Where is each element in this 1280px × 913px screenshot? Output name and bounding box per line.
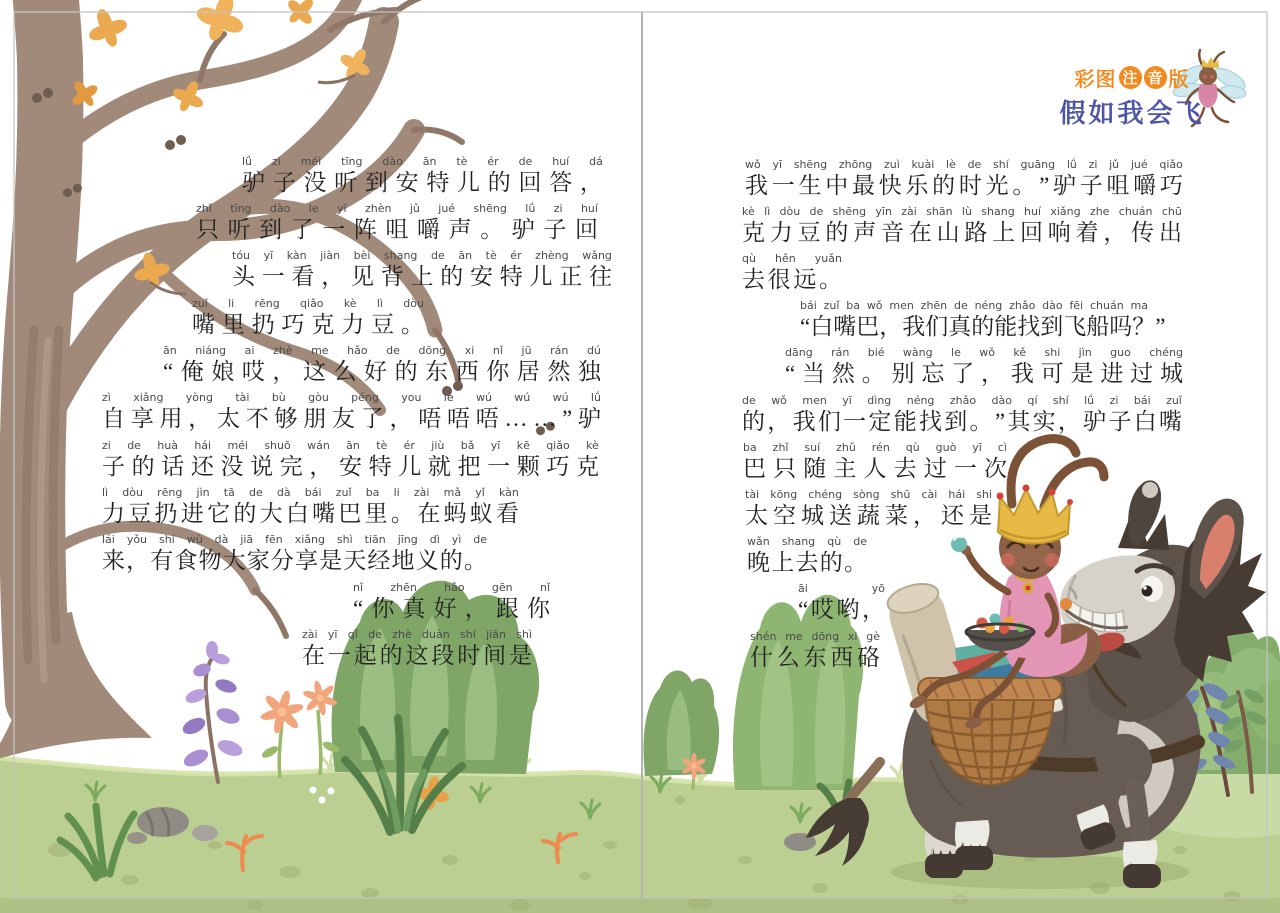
right-text-line [750,627,880,674]
pinyin-line: tóu yī kàn jiàn bèi shang de ān tè ér zhèng wǎng [232,249,612,262]
hanzi-line: 的 ， 我 们 一 定 能 找 到 。 ” 其 实 ， 驴 子 白 嘴 [742,409,1182,434]
pinyin-line: zhǐ tīng dào le yī zhèn jǔ jué shēng lǘ zi huí [196,202,598,215]
hanzi-line: 来 ， 有 食 物 大 家 分 享 是 天 经 地 义 的 。 [102,548,487,573]
right-text-line [800,296,1166,343]
purple-plant [180,641,244,782]
hanzi-line: 什 么 东 西 硌 [750,645,880,670]
pinyin-line: lái yǒu shí wù dà jiā fēn xiǎng shì tiān jīng dì yì de [102,533,487,546]
left-text-line [192,294,424,341]
right-text-line [747,532,867,579]
right-text-line [745,155,1183,202]
hanzi-line: 头 一 看 ， 见 背 上 的 安 特 儿 正 往 [232,264,612,289]
right-text-line [743,438,1007,485]
hanzi-line: 力 豆 扔 进 它 的 大 白 嘴 巴 里 。 在 蚂 蚁 看 [102,501,519,526]
hanzi-line: 只 听 到 了 一 阵 咀 嚼 声 。 驴 子 回 [196,217,598,242]
book-title: 假如我会飞 [1059,98,1205,128]
hanzi-line: “ 你 真 好 ， 跟 你 [353,596,550,621]
pinyin-line: lì dòu rēng jìn tā de dà bái zuǐ ba li zài mǎ yǐ kàn [102,486,519,499]
hanzi-line: 克 力 豆 的 声 音 在 山 路 上 回 响 着 ， 传 出 [742,220,1182,245]
hanzi-line: 去 很 远 。 [742,267,842,292]
right-text-line [745,485,992,532]
pinyin-line: dāng rán bié wàng le wǒ kě shi jìn guo chéng [785,346,1183,359]
left-text-line [232,246,612,293]
hanzi-line: 晚 上 去 的 。 [747,550,867,575]
pinyin-line: zài yī qǐ de zhè duàn shí jiān shì [302,628,532,641]
pinyin-line: bái zuǐ ba wǒ men zhēn de néng zhǎo dào fēi chuán ma [800,299,1148,312]
pinyin-line: lǘ zi méi tīng dào ān tè ér de huí dá [242,155,603,168]
left-text-line [353,578,550,625]
page-header [1042,64,1222,130]
pinyin-line: wǎn shang qù de [747,535,867,548]
left-text-line [242,152,603,199]
left-text-line [163,341,601,388]
hanzi-line: 在 一 起 的 这 段 时 间 是 [302,643,532,668]
pinyin-line: de wǒ men yī dìng néng zhǎo dào qí shí lǘ zi bái zuǐ [742,394,1182,407]
right-text-line [798,579,885,626]
pinyin-line: qù hěn yuǎn [742,252,842,265]
badge-suffix: 版 [1168,68,1190,91]
pinyin-line: shén me dōng xi gè [750,630,880,643]
hanzi-line: “ 哎 哟 ， [798,597,885,622]
candy-in-hand [951,536,967,552]
edition-badge [1042,64,1222,90]
hanzi-line: “ 白 嘴 巴 ， 我 们 真 的 能 找 到 飞 船 吗 ？ ” [800,314,1166,339]
left-text-line [102,436,599,483]
pinyin-line: tài kōng chéng sòng shū cài hái shi [745,488,992,501]
badge-circle-zhu: 注 [1119,66,1142,89]
badge-circle-yin: 音 [1144,66,1167,89]
pinyin-line: ān niáng ai zhè me hǎo de dōng xi nǐ jū rán dú [163,344,601,357]
pinyin-line: ba zhǐ suí zhǔ rén qù guò yī cì [743,441,1007,454]
hanzi-line: “ 当 然 。 别 忘 了 ， 我 可 是 进 过 城 [785,361,1183,386]
badge-prefix: 彩图 [1074,68,1117,91]
hanzi-line: “ 俺 娘 哎 ， 这 么 好 的 东 西 你 居 然 独 [163,359,601,384]
left-text-line [302,625,532,672]
right-text-line [742,202,1182,249]
pinyin-line: āi yō [798,582,885,595]
hanzi-line: 驴 子 没 听 到 安 特 儿 的 回 答 ， [242,170,603,195]
hanzi-line: 子 的 话 还 没 说 完 ， 安 特 儿 就 把 一 颗 巧 克 [102,454,599,479]
right-text-line [785,343,1183,390]
hanzi-line: 太 空 城 送 蔬 菜 ， 还 是 [745,503,992,528]
right-text-line [742,391,1182,438]
pinyin-line: nǐ zhēn hǎo gēn nǐ [353,581,550,594]
pinyin-line: zuǐ li rēng qiǎo kè lì dòu [192,297,424,310]
left-text-line [102,530,487,577]
hanzi-line: 巴 只 随 主 人 去 过 一 次 [743,456,1007,481]
right-text-line [742,249,842,296]
pinyin-line: zì xiǎng yòng tài bù gòu péng you le wú wú wú lǘ [102,391,601,404]
falling-candy [1060,598,1072,610]
hanzi-line: 我 一 生 中 最 快 乐 的 时 光 。 ” 驴 子 咀 嚼 巧 [745,173,1183,198]
pinyin-line: zi de huà hái méi shuō wán ān tè ér jiù bǎ yī kē qiǎo kè [102,439,599,452]
pinyin-line: wǒ yī shēng zhōng zuì kuài lè de shí guāng lǘ zi jǔ jué qiǎo [745,158,1183,171]
hanzi-line: 嘴 里 扔 巧 克 力 豆 。 [192,312,424,337]
left-text-line [102,388,601,435]
pinyin-line: kè lì dòu de shēng yīn zài shān lù shang huí xiǎng zhe chuán chū [742,205,1182,218]
left-text-line [196,199,598,246]
hanzi-line: 自 享 用 ， 太 不 够 朋 友 了 ， 唔 唔 唔 … … ” 驴 [102,406,601,431]
left-text-line [102,483,519,530]
